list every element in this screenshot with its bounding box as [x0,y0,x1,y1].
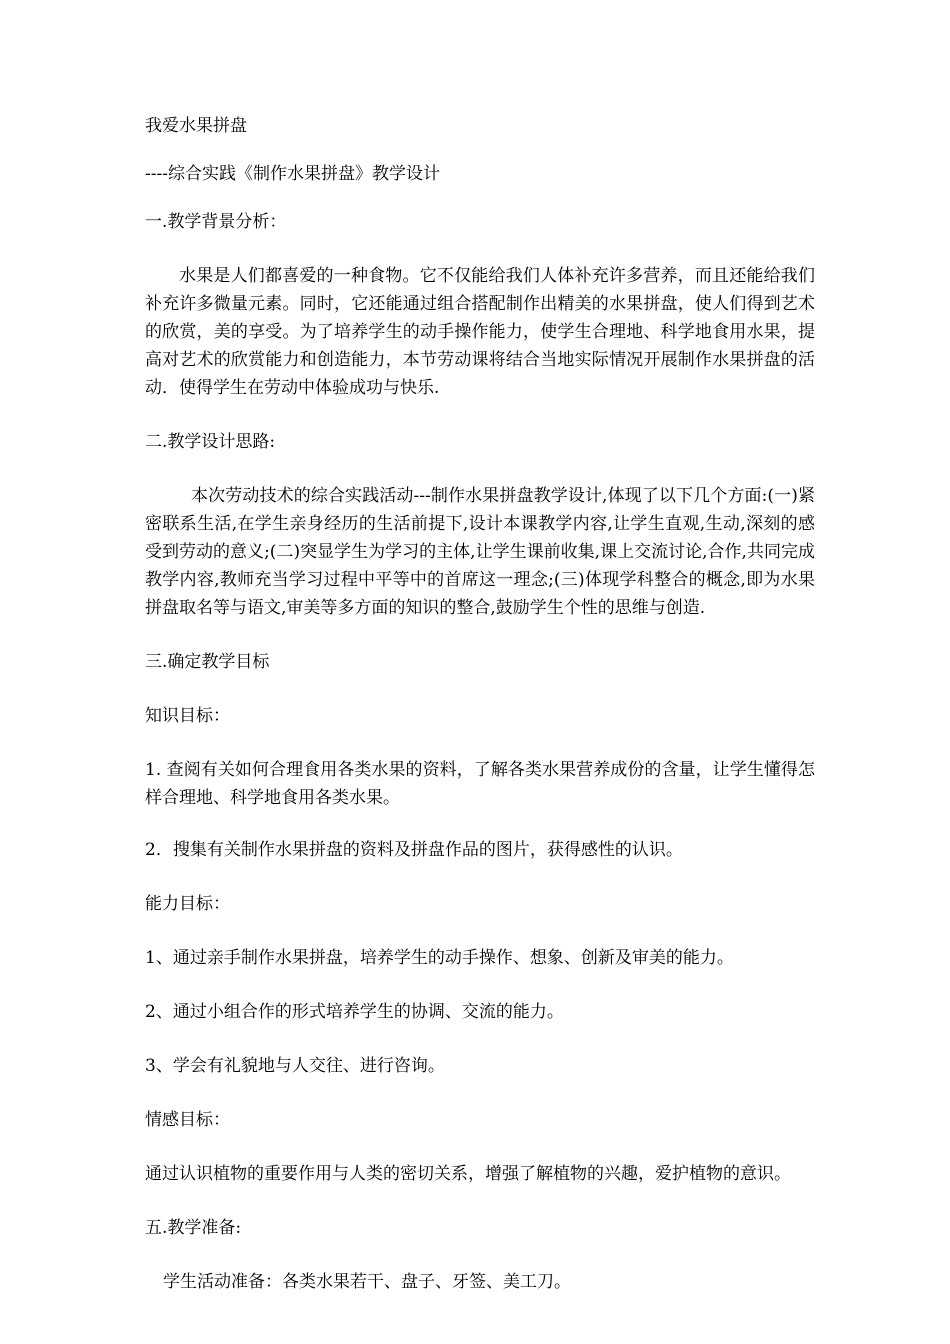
emotion-body: 通过认识植物的重要作用与人类的密切关系，增强了解植物的兴趣，爱护植物的意识。 [145,1164,791,1184]
section5-body: 学生活动准备：各类水果若干、盘子、牙签、美工刀。 [163,1272,571,1292]
ability-item-3: 3、学会有礼貌地与人交往、进行咨询。 [145,1056,445,1076]
ability-item-2: 2、通过小组合作的形式培养学生的协调、交流的能力。 [145,1002,564,1022]
section1-body: 水果是人们都喜爱的一种食物。它不仅能给我们人体补充许多营养，而且还能给我们补充许多微量元素。同时，它还能通过组合搭配制作出精美的水果拼盘，使人们得到艺术的欣赏，美的享受。为了培养学生的动手操作能力，使学生合理地、科学地食用水果，提高对艺术的欣赏能力和创造能力，本节劳动课将结合当地实际情况开展制作水果拼盘的活动．使得学生在劳动中体验成功与快乐. [145,266,815,398]
document-subtitle: ----综合实践《制作水果拼盘》教学设计 [145,164,440,184]
document-title: 我爱水果拼盘 [145,116,247,136]
section2-heading: 二.教学设计思路: [145,432,276,452]
knowledge-item-1: 1. 查阅有关如何合理食用各类水果的资料，了解各类水果营养成份的含量，让学生懂得怎样合理地、科学地食用各类水果。 [145,760,815,808]
ability-heading: 能力目标： [145,894,230,914]
section5-heading: 五.教学准备: [145,1218,242,1238]
ability-item-1: 1、通过亲手制作水果拼盘，培养学生的动手操作、想象、创新及审美的能力。 [145,948,734,968]
section3-heading: 三.确定教学目标 [145,652,270,672]
knowledge-heading: 知识目标： [145,706,230,726]
document-page [145,112,815,1318]
knowledge-item-2: 2．搜集有关制作水果拼盘的资料及拼盘作品的图片，获得感性的认识。 [145,840,683,860]
section1-heading: 一.教学背景分析： [145,212,287,232]
section2-body: 本次劳动技术的综合实践活动---制作水果拼盘教学设计,体现了以下几个方面:(一)紧密联系生活,在学生亲身经历的生活前提下,设计本课教学内容,让学生直观,生动,深刻的感受到劳动的意义;(二)突显学生为学习的主体,让学生课前收集,课上交流讨论,合作,共同完成教学内容,教师充当学习过程中平等中的首席这一理念;(三)体现学科整合的概念,即为水果拼盘取名等与语文,审美等多方面的知识的整合,鼓励学生个性的思维与创造. [145,486,815,618]
emotion-heading: 情感目标： [145,1110,230,1130]
